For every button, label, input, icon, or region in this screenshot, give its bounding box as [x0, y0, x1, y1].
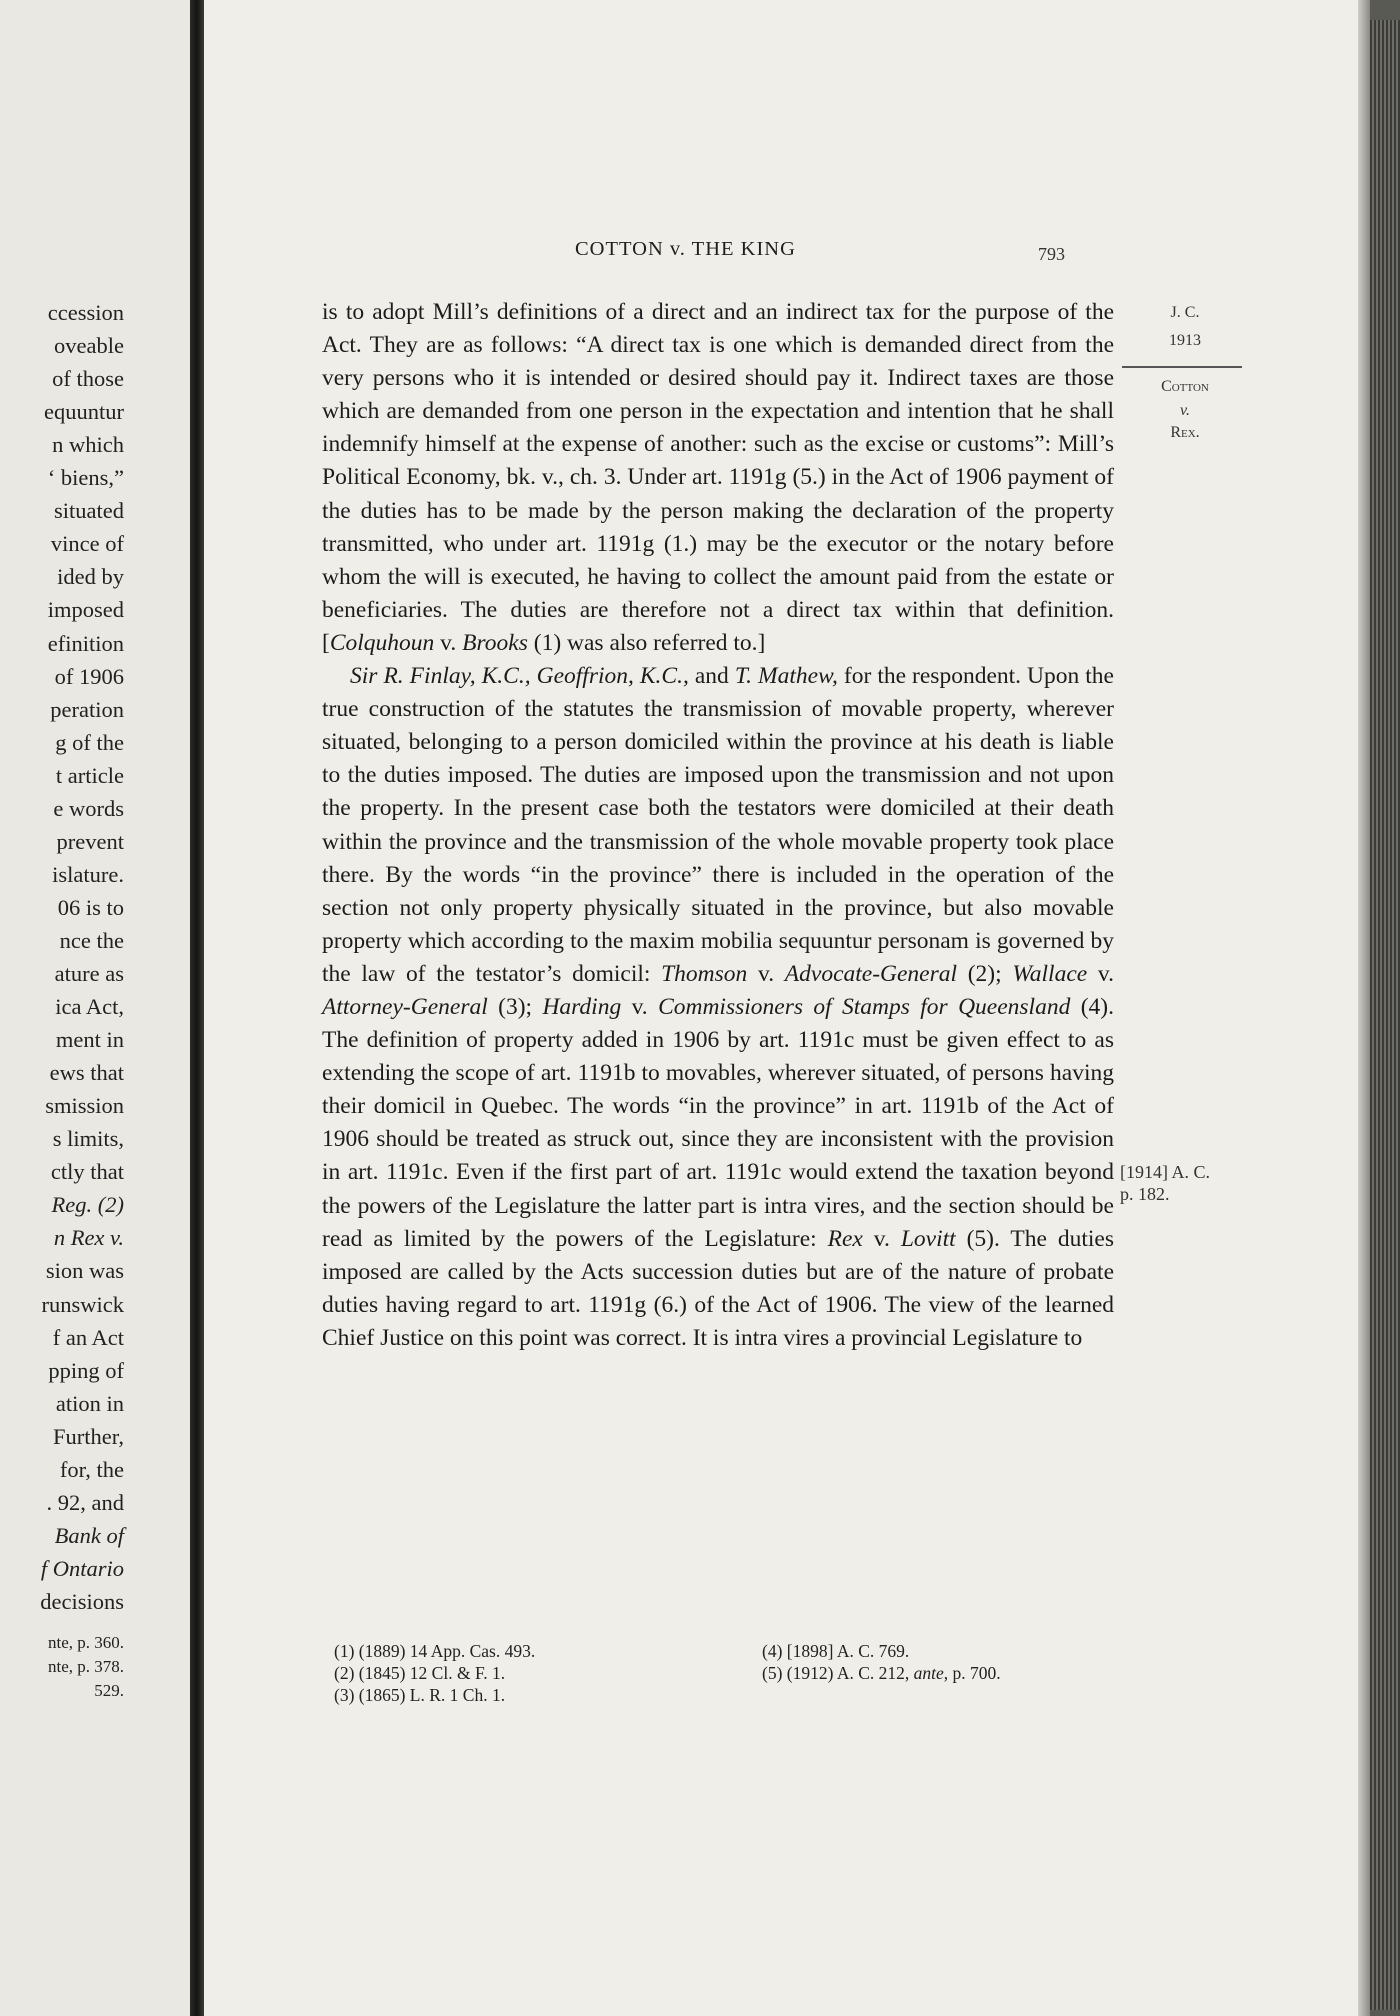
left-page-line: e words — [53, 795, 124, 821]
paragraph-2 — [322, 660, 1114, 1355]
left-page-line: n which — [52, 432, 124, 458]
versus: v. — [747, 960, 785, 987]
footnote: (1) (1889) 14 App. Cas. 493. — [334, 1641, 536, 1661]
margin-case-line1: Cotton — [1161, 378, 1209, 395]
left-page-line: situated — [54, 498, 124, 524]
left-page-line: 06 is to — [57, 894, 124, 920]
left-page-line: ews that — [49, 1060, 124, 1086]
case-name: Advocate-General — [784, 960, 958, 987]
margin-court: J. C. — [1170, 304, 1200, 321]
left-page-line: ature as — [54, 961, 124, 986]
left-page-line: vince of — [50, 531, 124, 557]
left-page-footnote: 529. — [94, 1681, 124, 1700]
running-header-title: COTTON v. THE KING — [575, 238, 796, 260]
left-page-line: oveable — [54, 333, 124, 359]
footnote: (4) [1898] A. C. 769. — [762, 1641, 910, 1661]
margin-citation — [1120, 1161, 1210, 1205]
versus: v. — [434, 629, 463, 656]
left-facing-page — [0, 0, 190, 2016]
case-name: Colquhoun — [329, 629, 435, 656]
left-page-line: nce the — [59, 927, 124, 953]
left-page-line: ided by — [57, 564, 124, 590]
counsel-names: Sir R. Finlay, K.C., Geoffrion, K.C., — [350, 663, 689, 690]
left-page-line: decisions — [40, 1588, 124, 1614]
paragraph-1 — [322, 296, 1114, 660]
page-number: 793 — [1038, 244, 1065, 264]
footnote-text: (5) (1912) A. C. 212, — [762, 1663, 914, 1683]
margin-rule — [1122, 366, 1242, 368]
case-name: Wallace — [1012, 960, 1088, 987]
footnotes-column-1 — [334, 1640, 535, 1706]
case-name: Attorney-General — [322, 993, 488, 1020]
left-page-line: of those — [52, 366, 124, 392]
para2-text-c: (5). The duties imposed are called by the Acts succession duties but are of the nature of probate duties having regard to art. 1191g (6.) of the Act of 1906. The view of the learned Chief Justice on this point was correct. It is intra vires a provincial Legislature to — [322, 1225, 1114, 1351]
footnote-text: , p. 700. — [943, 1663, 1001, 1683]
case-name: Commissioners of Stamps for Queensland — [658, 993, 1071, 1020]
case-name: Harding — [542, 993, 622, 1020]
versus: v. — [1087, 960, 1114, 987]
left-page-text-column — [0, 0, 190, 2016]
left-page-line: Bank of — [54, 1522, 124, 1548]
para2-text-b: (4). The definition of property added in 1906 by art. 1191c must be given effect to as extending the scope of art. 1191b to movables, wherever situated, of persons having their domicil in Quebec. The words “in the province” in art. 1191b of the Act of 1906 should be treated as struck out, since they are inconsistent with the provision in art. 1191c. Even if the first part of art. 1191c would extend the taxation beyond the powers of the Legislature the latter part is intra vires, and the section should be read as limited by the powers of the Legislature: — [322, 993, 1114, 1252]
case-name: Brooks — [462, 629, 528, 656]
footnotes-column-2 — [762, 1640, 1001, 1684]
left-page-line: s limits, — [52, 1126, 124, 1152]
left-page-footnote: nte, p. 378. — [47, 1657, 124, 1676]
left-page-line: pping of — [48, 1357, 124, 1383]
left-page-line: f Ontario — [40, 1555, 124, 1581]
left-page-line: ment in — [55, 1027, 124, 1053]
left-page-line: Further, — [53, 1423, 124, 1449]
margin-case-line2: v. — [1180, 402, 1190, 419]
left-page-line: n Rex v. — [53, 1225, 124, 1251]
left-page-line: smission — [45, 1093, 124, 1119]
left-page-line: imposed — [47, 597, 124, 623]
left-page-line: efinition — [47, 630, 124, 656]
case-name: Lovitt — [900, 1225, 956, 1252]
versus: v. — [862, 1225, 901, 1252]
left-page-line: g of the — [55, 729, 124, 755]
page-edge-shadow — [1358, 0, 1370, 2016]
para1-text-a: is to adopt Mill’s definitions of a direct and an indirect tax for the purpose of the Act. They are as follows: “A direct tax is one which is demanded direct from the very persons who it is intended or desired should pay it. Indirect taxes are those which are demanded from one person in the expectation and intention that he shall indemnify himself at the expense of another: such as the excise or customs”: Mill’s Political Economy, bk. v., ch. 3. Under art. 1191g (5.) in the Act of 1906 payment of the duties has to be made by the person making the declaration of the property transmitted, who under art. 1191g (1.) may be the executor or the notary before whom the will is executed, he having to collect the amount paid from the estate or beneficiaries. The duties are therefore not a direct tax within that definition. [ — [322, 299, 1114, 656]
para2-text-a: for the respondent. Upon the true construction of the statutes the transmission of movable property, wherever situated, belonging to a person domiciled within the province at his death is liable to the duties imposed. The duties are imposed upon the transmission and not upon the property. In the present case both the testators were domiciled at their death within the province and the transmission of the whole movable property took place there. By the words “in the province” there is included in the operation of the section not only property physically situated in the province, but also movable property which according to the maxim mobilia sequuntur personam is governed by the law of the testator’s domicil: — [322, 663, 1114, 987]
page-stack-edge — [1370, 20, 1400, 2010]
left-page-line: sion was — [45, 1258, 124, 1284]
left-page-line: ‘ biens,” — [47, 465, 124, 491]
margin-case-line3: Rex. — [1170, 424, 1200, 441]
left-page-line: ctly that — [50, 1159, 124, 1185]
main-body-text — [322, 296, 1114, 1355]
margin-citation-line2: p. 182. — [1120, 1184, 1170, 1204]
case-name: Rex — [827, 1225, 863, 1252]
left-page-line: ation in — [55, 1390, 124, 1416]
case-ref: (2); — [957, 960, 1013, 987]
left-page-line: runswick — [41, 1291, 124, 1317]
left-page-line: equuntur — [44, 399, 124, 425]
left-page-line: . 92, and — [46, 1489, 124, 1515]
conjunction: and — [688, 663, 735, 690]
book-gutter — [190, 0, 204, 2016]
footnote — [762, 1662, 1001, 1684]
margin-year: 1913 — [1169, 332, 1201, 349]
case-name: Thomson — [661, 960, 748, 987]
left-page-line: ccession — [47, 300, 124, 325]
left-page-line: islature. — [52, 861, 124, 887]
left-page-line: peration — [50, 696, 124, 722]
footnote: (3) (1865) L. R. 1 Ch. 1. — [334, 1685, 506, 1705]
left-page-line: of 1906 — [54, 663, 124, 689]
left-page-line: prevent — [56, 828, 124, 854]
footnote-ante: ante — [913, 1663, 944, 1683]
left-page-line: ica Act, — [55, 994, 124, 1020]
left-page-line: for, the — [59, 1456, 124, 1482]
counsel-names: T. Mathew, — [734, 663, 838, 690]
left-page-line: Reg. (2) — [51, 1192, 124, 1218]
case-ref: (3); — [487, 993, 543, 1020]
versus: v. — [621, 993, 659, 1020]
margin-citation-line1: [1914] A. C. — [1120, 1162, 1210, 1182]
left-page-footnote: nte, p. 360. — [47, 1633, 124, 1652]
footnote: (2) (1845) 12 Cl. & F. 1. — [334, 1663, 506, 1683]
left-page-line: f an Act — [52, 1324, 124, 1350]
left-page-line: t article — [55, 762, 124, 788]
para1-text-b: (1) was also referred to.] — [527, 629, 766, 656]
